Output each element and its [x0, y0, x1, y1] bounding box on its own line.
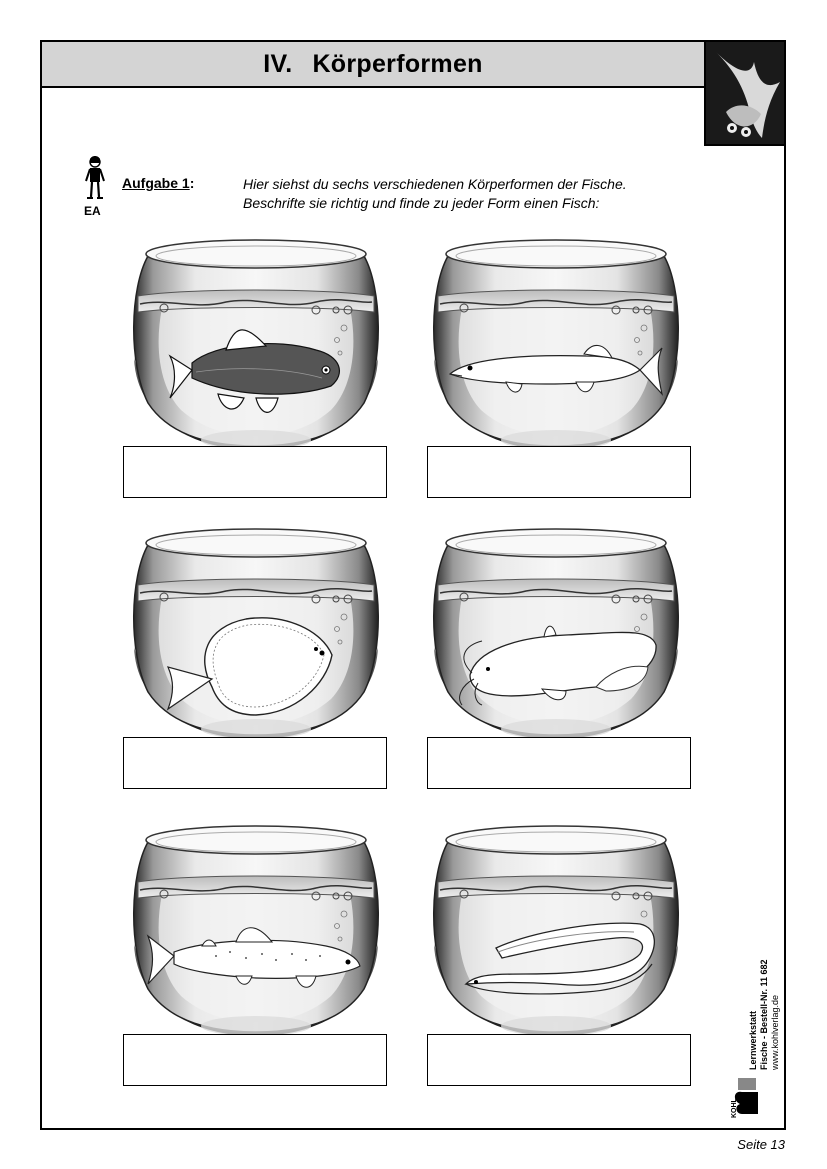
task-instructions-line2: Beschrifte sie richtig und finde zu jeder Form einen Fisch: [243, 195, 600, 211]
fishbowl-6 [426, 824, 686, 1038]
publisher-logo-text: KOHL [731, 1098, 738, 1118]
answer-box-6[interactable] [427, 1034, 691, 1086]
publisher-series: Lernwerkstatt [748, 1010, 758, 1070]
publisher-info [728, 905, 778, 1120]
answer-box-2[interactable] [427, 446, 691, 498]
task-instructions-line1: Hier siehst du sechs verschiedenen Körperformen der Fische. [243, 176, 627, 192]
work-mode-label: EA [84, 204, 101, 218]
fishbowl-2 [426, 238, 686, 452]
publisher-url[interactable]: www.kohlverlag.de [770, 994, 780, 1070]
answer-box-1[interactable] [123, 446, 387, 498]
fishbowl-3 [126, 527, 386, 741]
fishbowl-4 [426, 527, 686, 741]
page-number: Seite 13 [737, 1137, 785, 1152]
chapter-title: Körperformen [312, 49, 483, 78]
task-label: Aufgabe 1: [122, 175, 195, 191]
publisher-logo-icon [728, 1076, 764, 1120]
page-title [263, 50, 482, 79]
answer-box-3[interactable] [123, 737, 387, 789]
task-instructions [243, 175, 627, 213]
fishbowl-1 [126, 238, 386, 452]
publisher-order-number: Fische - Bestell-Nr. 11 682 [759, 959, 769, 1070]
chapter-numeral: IV. [263, 49, 293, 78]
angelfish-photo-icon [704, 40, 786, 146]
answer-box-5[interactable] [123, 1034, 387, 1086]
answer-box-4[interactable] [427, 737, 691, 789]
title-bar [40, 40, 706, 88]
fishbowl-5 [126, 824, 386, 1038]
